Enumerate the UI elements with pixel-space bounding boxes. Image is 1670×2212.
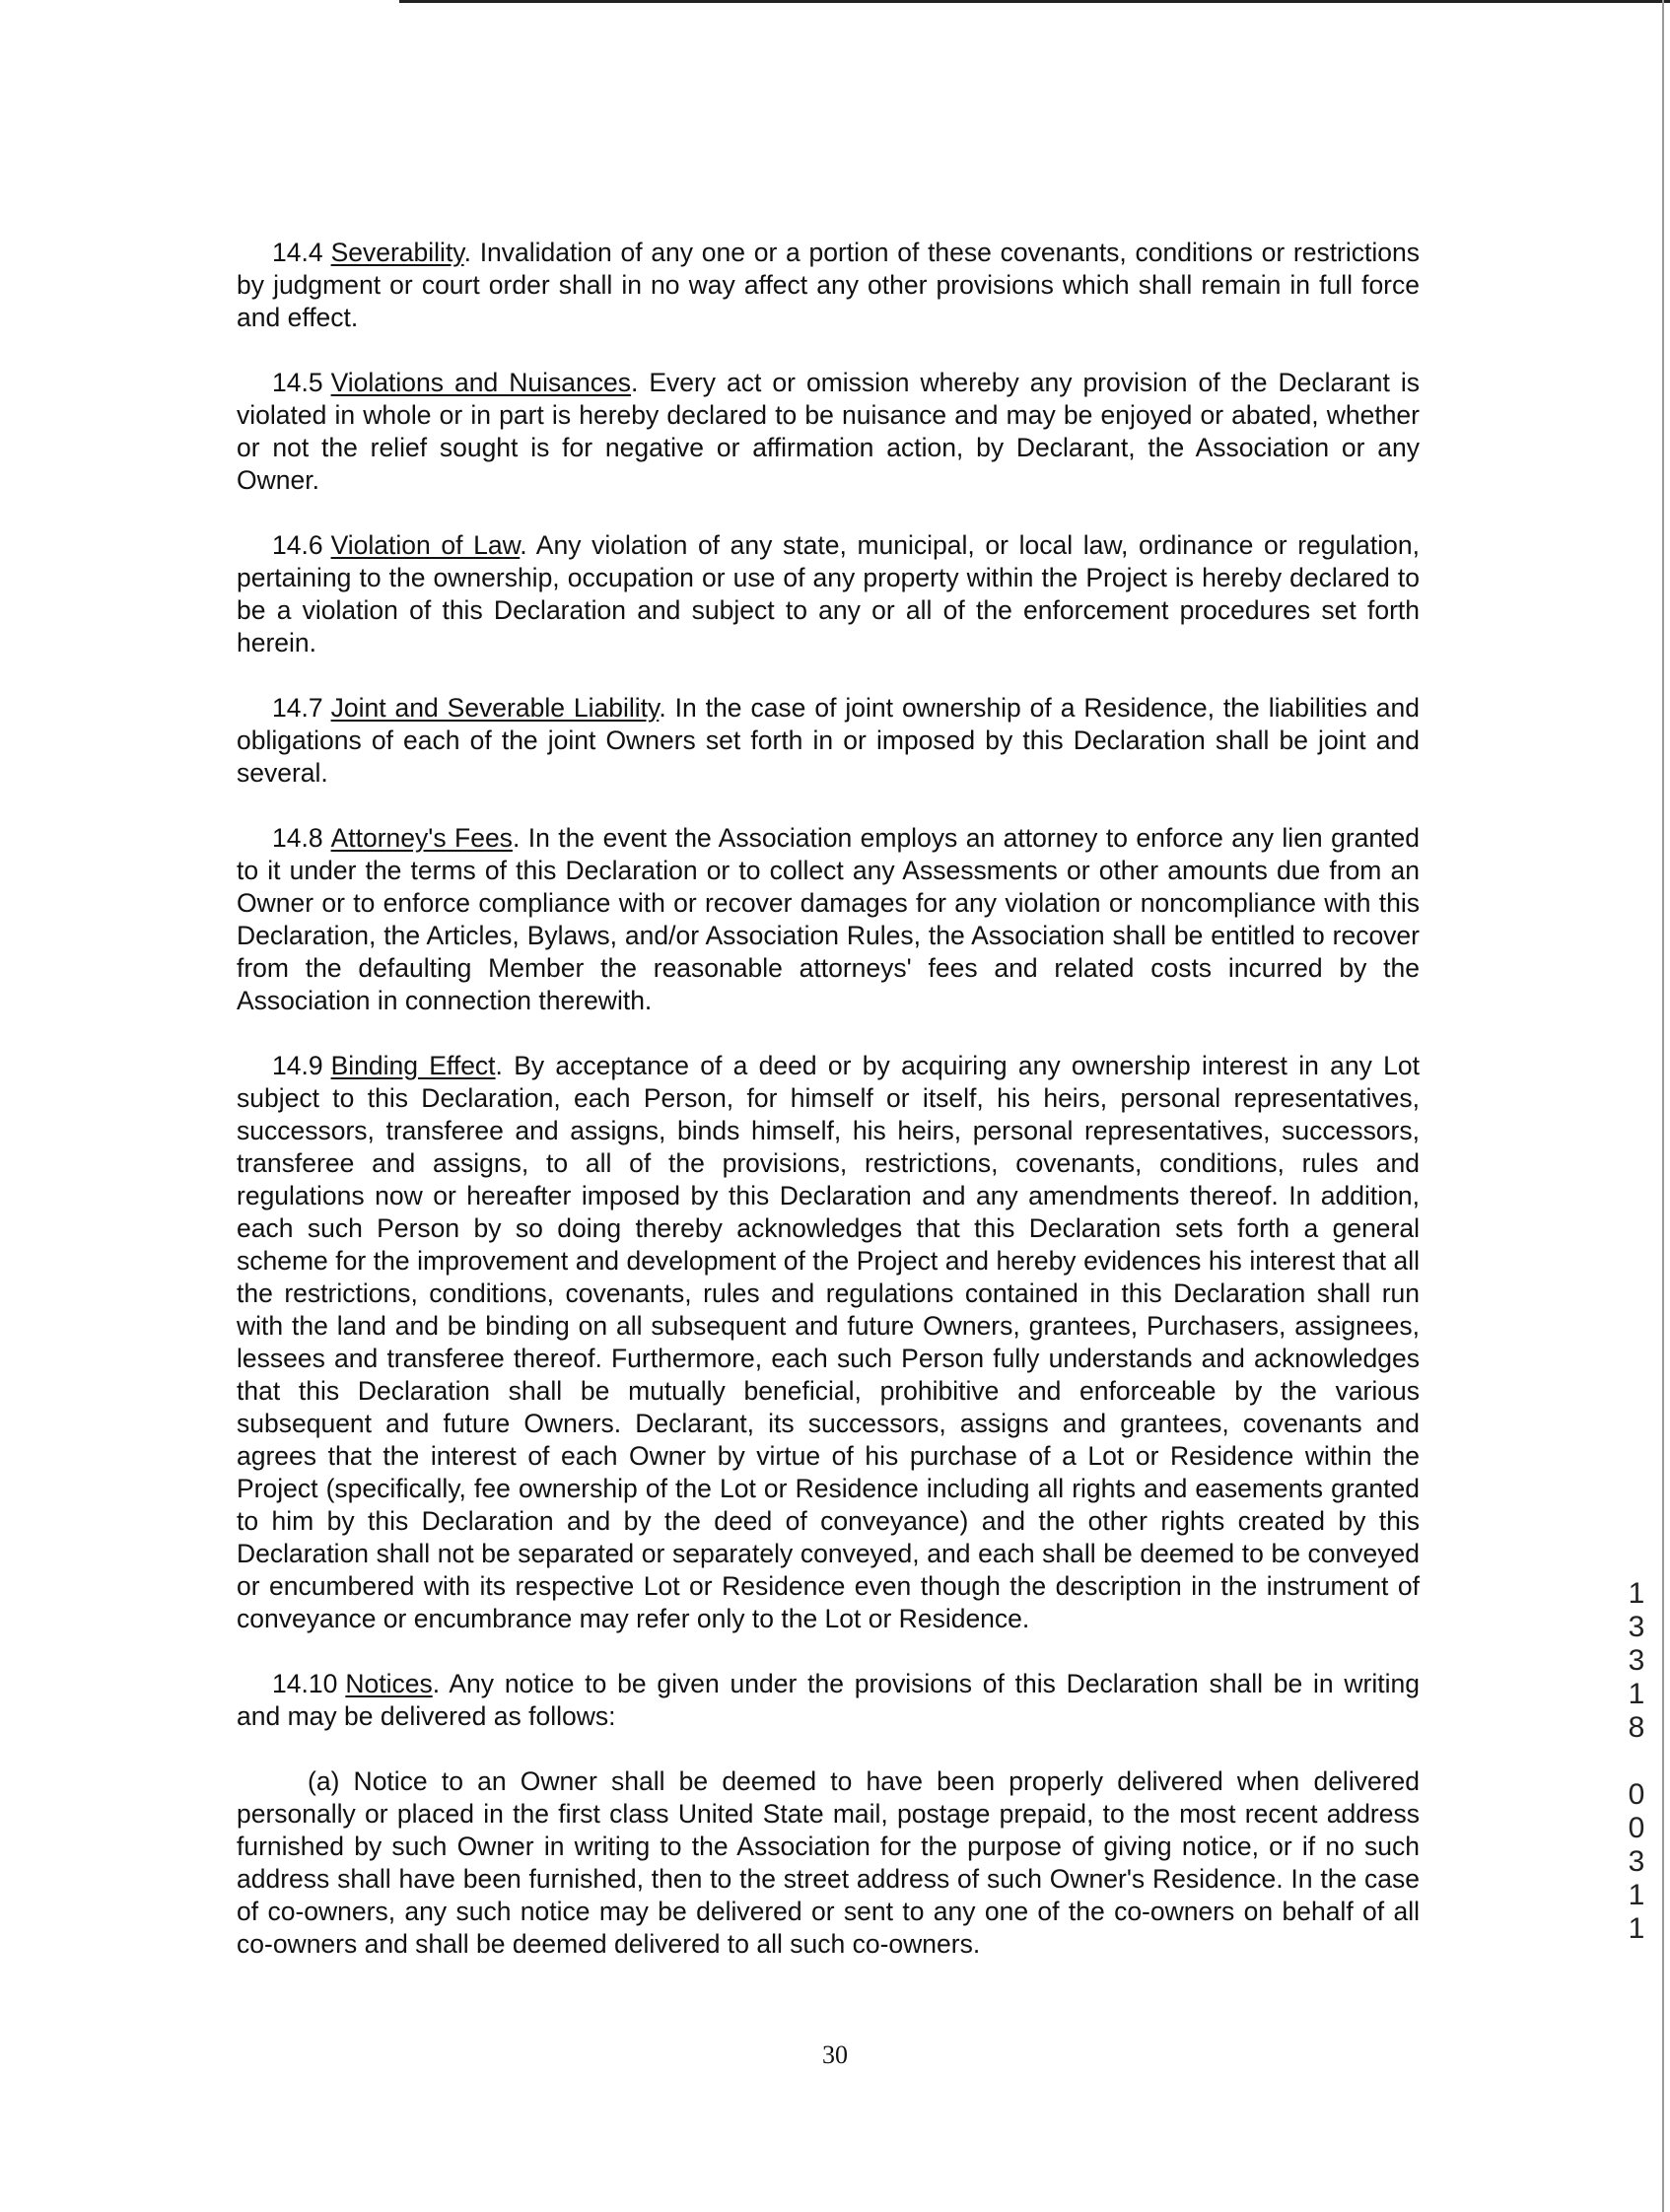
section-number: 14.5: [272, 368, 323, 397]
recording-stamp: [1617, 1577, 1656, 1946]
stamp-gap: [1617, 1745, 1656, 1778]
stamp-char: 8: [1628, 1711, 1645, 1744]
section-body: . By acceptance of a deed or by acquiring any ownership interest in any Lot subject to this Declaration, each Person, for himself or itself, his heirs, personal representatives, successors, transferee and assigns, binds himself, his heirs, personal representatives, successors, transferee and assigns, to all of the provisions, restrictions, covenants, conditions, rules and regulations now or hereafter imposed by this Declaration and any amendments thereof. In addition, each such Person by so doing thereby acknowledges that this Declaration sets forth a general scheme for the improvement and development of the Project and hereby evidences his interest that all the restrictions, conditions, covenants, rules and regulations contained in this Declaration shall run with the land and be binding on all subsequent and future Owners, grantees, Purchasers, assignees, lessees and transferee thereof. Furthermore, each such Person fully understands and acknowledges that this Declaration shall be mutually beneficial, prohibitive and enforceable by the various subsequent and future Owners. Declarant, its successors, assigns and grantees, covenants and agrees that the interest of each Owner by virtue of his purchase of a Lot or Residence within the Project (specifically, fee ownership of the Lot or Residence including all rights and easements granted to him by this Declaration and by the deed of conveyance) and the other rights created by this Declaration shall not be separated or separately conveyed, and each shall be deemed to be conveyed or encumbered with its respective Lot or Residence even though the description in the instrument of conveyance or encumbrance may refer only to the Lot or Residence.: [237, 1051, 1420, 1633]
stamp-char: 3: [1628, 1845, 1645, 1878]
section-number: 14.9: [272, 1051, 323, 1080]
section-title: Joint and Severable Liability: [330, 693, 660, 723]
section-14-9: [237, 1050, 1420, 1635]
section-number: 14.6: [272, 530, 323, 560]
section-body: . In the event the Association employs an attorney to enforce any lien granted to it under the terms of this Declaration or to collect any Assessments or other amounts due from an Owner or to enforce compliance with or recover damages for any violation or noncompliance with this Declaration, the Articles, Bylaws, and/or Association Rules, the Association shall be entitled to recover from the defaulting Member the reasonable attorneys' fees and related costs incurred by the Association in connection therewith.: [237, 823, 1420, 1015]
section-title: Violation of Law: [330, 530, 521, 560]
stamp-char: 0: [1628, 1812, 1645, 1844]
section-title: Violations and Nuisances: [330, 368, 631, 397]
section-body: . In the case of joint ownership of a Residence, the liabilities and obligations of each of the joint Owners set forth in or imposed by this Declaration shall be joint and several.: [237, 693, 1420, 788]
stamp-char: 3: [1628, 1644, 1645, 1677]
top-edge-rule: [399, 0, 1670, 3]
section-14-10: [237, 1668, 1420, 1733]
section-title: Severability: [330, 238, 464, 267]
section-number: 14.10: [272, 1669, 338, 1698]
right-edge-rule: [1662, 0, 1664, 2212]
stamp-char: 1: [1628, 1912, 1645, 1945]
section-14-4: [237, 237, 1420, 334]
section-number: 14.4: [272, 238, 323, 267]
section-body: . Any notice to be given under the provisions of this Declaration shall be in writing and may be delivered as follows:: [237, 1669, 1420, 1731]
section-title: Binding Effect: [330, 1051, 496, 1080]
stamp-char: 0: [1628, 1778, 1645, 1811]
section-body: . Any violation of any state, municipal, or local law, ordinance or regulation, pertaining to the ownership, occupation or use of any property within the Project is hereby declared to be a violation of this Declaration and subject to any or all of the enforcement procedures set forth herein.: [237, 530, 1420, 657]
section-14-8: [237, 822, 1420, 1017]
stamp-char: 1: [1628, 1879, 1645, 1911]
stamp-char: 1: [1628, 1577, 1645, 1610]
document-body: [237, 237, 1420, 1993]
subsection-a: (a) Notice to an Owner shall be deemed to have been properly delivered when delivered personally or placed in the first class United State mail, postage prepaid, to the most recent address furnished by such Owner in writing to the Association for the purpose of giving notice, or if no such address shall have been furnished, then to the street address of such Owner's Residence. In the case of co-owners, any such notice may be delivered or sent to any one of the co-owners on behalf of all co-owners and shall be deemed delivered to all such co-owners.: [237, 1766, 1420, 1959]
section-14-5: [237, 367, 1420, 497]
section-body: . Invalidation of any one or a portion of these covenants, conditions or restrictions by judgment or court order shall in no way affect any other provisions which shall remain in full force and effect.: [237, 238, 1420, 332]
section-number: 14.8: [272, 823, 323, 853]
section-title: Notices: [345, 1669, 433, 1698]
section-number: 14.7: [272, 693, 323, 723]
stamp-char: 1: [1628, 1678, 1645, 1710]
page-number: 30: [822, 2040, 848, 2069]
section-14-7: [237, 692, 1420, 790]
section-body: . Every act or omission whereby any provision of the Declarant is violated in whole or in part is hereby declared to be nuisance and may be enjoyed or abated, whether or not the relief sought is for negative or affirmation action, by Declarant, the Association or any Owner.: [237, 368, 1420, 495]
section-title: Attorney's Fees: [330, 823, 513, 853]
section-14-6: [237, 529, 1420, 659]
stamp-char: 3: [1628, 1611, 1645, 1643]
